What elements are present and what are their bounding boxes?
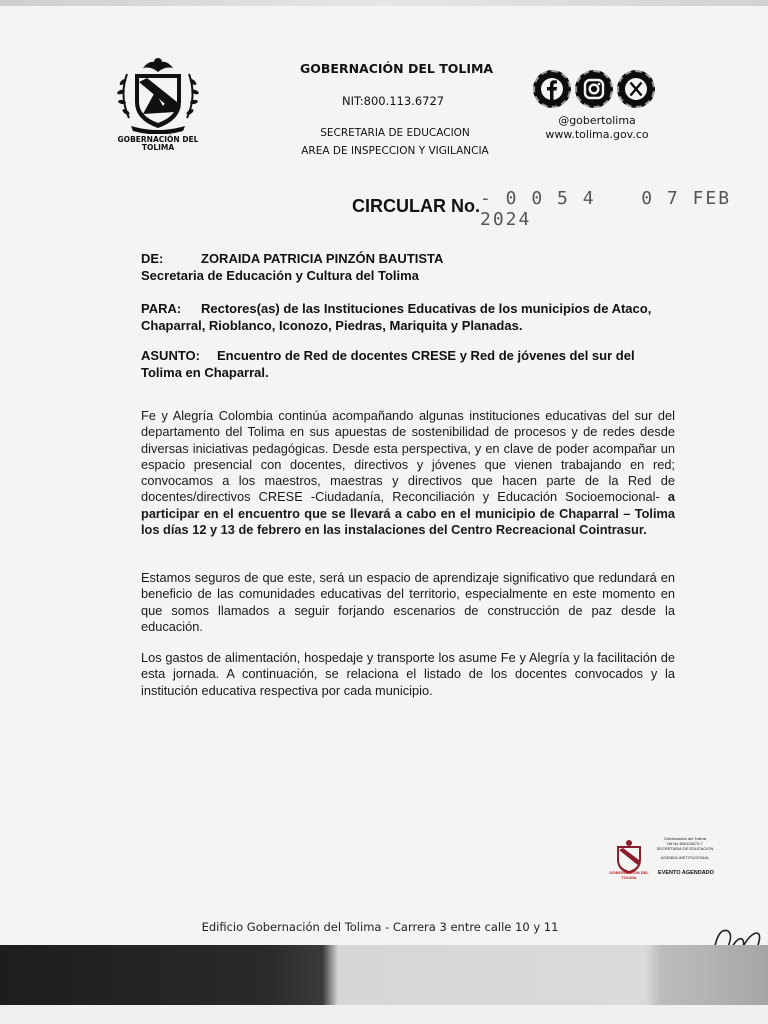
subject-label: ASUNTO: (141, 348, 200, 363)
circular-label: CIRCULAR No. (352, 196, 480, 216)
circular-number-value: - 0 0 5 4 (480, 188, 596, 209)
stamp-line2: Nit No 800113672-7 (667, 841, 703, 846)
x-icon[interactable] (617, 70, 655, 108)
paragraph-1-emphasis: a participar en el encuentro que se llevará a cabo en el municipio de Chaparral – Tolima los días 12 y 13 de febrero en las instalaciones del Centro Recreacional Cointrasur. (141, 489, 676, 538)
instagram-icon[interactable] (575, 70, 613, 108)
header-nit: NIT:800.113.6727 (342, 94, 445, 108)
stamp-line3: SECRETARIA DE EDUCACION (656, 846, 714, 851)
scan-bottom-edge (0, 1005, 768, 1024)
to-line1: Rectores(as) de las Instituciones Educativas de los municipios de Ataco, (201, 301, 652, 316)
circular-date: 0 7 FEB 2024 (480, 188, 732, 230)
stamp-text (650, 836, 720, 860)
crest-label: GOBERNACIÓN DEL TOLIMA (117, 135, 199, 152)
paragraph-2: Estamos seguros de que este, será un espacio de aprendizaje significativo que redundará en beneficio de las comunidades educativas del territorio, especialmente en este momento en que somos llamados a seguir forjando escenarios de construcción de paz desde la educación. (141, 570, 675, 634)
footer-address: Edificio Gobernación del Tolima - Carrera 3 entre calle 10 y 11 (201, 920, 559, 934)
paragraph-3: Los gastos de alimentación, hospedaje y transporte los asume Fe y Alegría y la facilitación de esta jornada. A continuación, se relaciona el listado de los docentes convocados y la institución educativa respectiva por cada municipio. (141, 650, 675, 698)
from-label: DE: (141, 251, 164, 266)
scan-footer-band (0, 945, 768, 1005)
from-block (141, 250, 681, 284)
stamp-line1: Gobernación del Tolima (664, 836, 706, 841)
from-name: ZORAIDA PATRICIA PINZÓN BAUTISTA (201, 251, 444, 266)
subject-line1: Encuentro de Red de docentes CRESE y Red de jóvenes del sur del (217, 348, 635, 363)
circular-number (480, 188, 768, 230)
social-handle[interactable]: @gobertolima (558, 114, 636, 127)
contact-info (522, 114, 672, 142)
scan-edge (0, 0, 768, 6)
header-title: GOBERNACIÓN DEL TOLIMA (300, 61, 494, 76)
to-line2: Chaparral, Rioblanco, Iconozo, Piedras, Mariquita y Planadas. (141, 318, 523, 333)
stamp-crest-label: GOBERNACIÓN DEL TOLIMA (609, 870, 649, 880)
paragraph-1 (141, 408, 675, 538)
header-department (270, 124, 520, 160)
facebook-icon[interactable] (533, 70, 571, 108)
area-line: AREA DE INSPECCION Y VIGILANCIA (301, 145, 489, 157)
to-label: PARA: (141, 301, 182, 316)
from-role: Secretaria de Educación y Cultura del Tolima (141, 268, 419, 283)
secretaria-line: SECRETARIA DE EDUCACION (320, 127, 470, 139)
to-block (141, 300, 681, 334)
website-link[interactable]: www.tolima.gov.co (545, 128, 649, 141)
coat-of-arms-icon (113, 52, 203, 134)
stamp-event: EVENTO AGENDADO (658, 870, 714, 876)
subject-block (141, 347, 681, 381)
subject-line2: Tolima en Chaparral. (141, 365, 269, 380)
stamp-line4: AGENDA INSTITUCIONAL (660, 855, 710, 860)
paragraph-1-text: Fe y Alegría Colombia continúa acompañando algunas instituciones educativas del sur del departamento del Tolima en sus apuestas de sostenibilidad de procesos y de redes desde diversas iniciativas pedagógicas. Desde esta perspectiva, y en clave de poder acompañar un espacio presencial con docentes, directivos y jóvenes que vienen trabajando en red; convocamos a los maestros, maestras y directivos que hacen parte de la Red de docentes/directivos CRESE -Ciudadanía, Reconciliación y Educación Socioemocional- (141, 408, 675, 505)
